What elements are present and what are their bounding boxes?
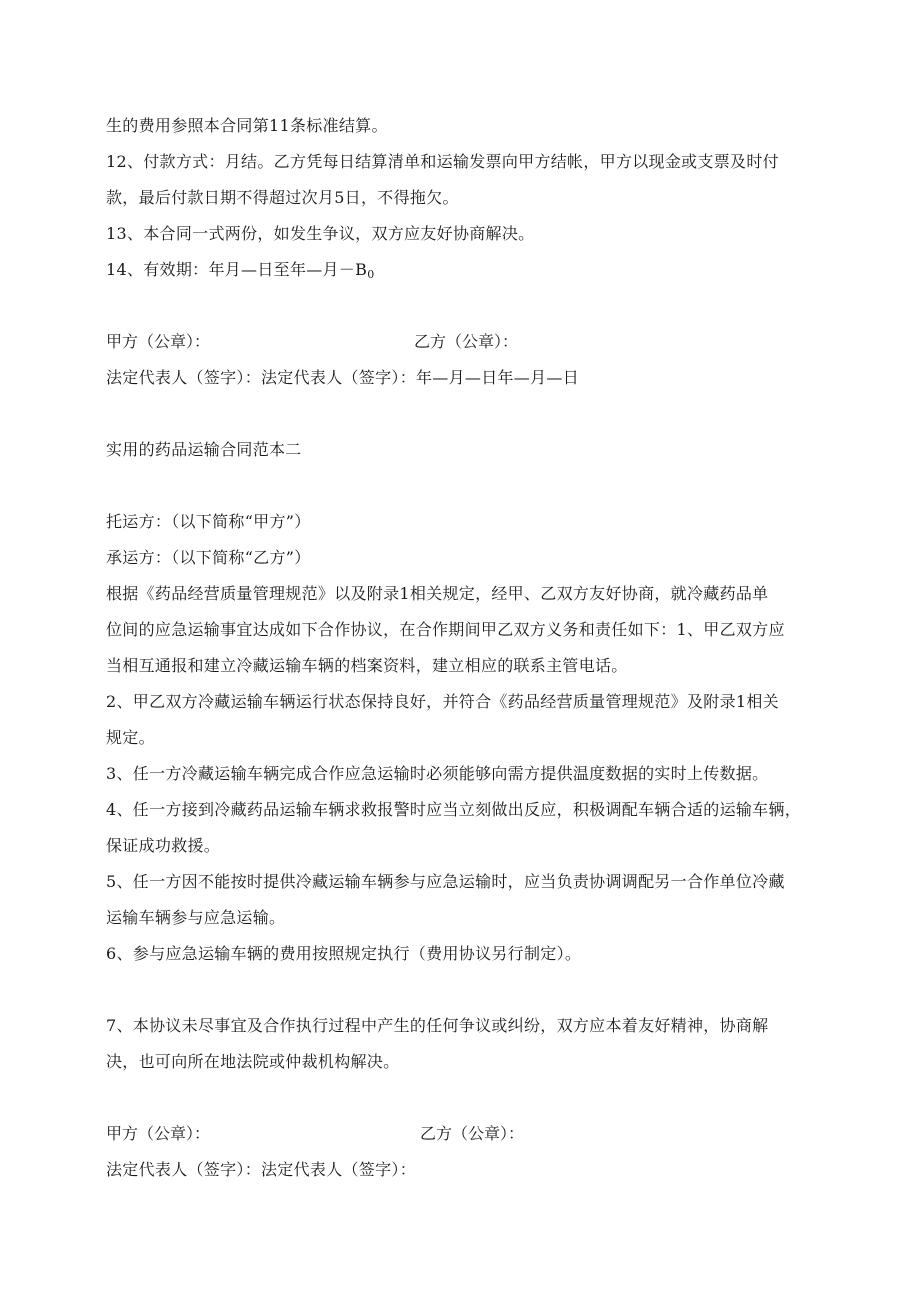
paragraph-line: 保证成功救援。 [106, 836, 221, 855]
party-a-seal-label: 甲方（公章）： [106, 1124, 211, 1143]
paragraph-line: 5、任一方因不能按时提供冷藏运输车辆参与应急运输时，应当负责协调调配另一合作单位冷藏 [106, 872, 785, 891]
paragraph-line: 6、参与应急运输车辆的费用按照规定执行（费用协议另行制定）。 [106, 944, 582, 963]
legal-representatives-line: 法定代表人（签字）：法定代表人（签字）：年—月—日年—月—日 [106, 368, 580, 387]
paragraph-line: 款，最后付款日期不得超过次月5日，不得拖欠。 [106, 188, 459, 207]
validity-text: 14、有效期：年月—日至年—月－B [106, 260, 368, 279]
validity-clause [106, 260, 375, 285]
carrier-line: 承运方：（以下简称“乙方”） [106, 548, 311, 567]
paragraph-line: 13、本合同一式两份，如发生争议，双方应友好协商解决。 [106, 224, 535, 243]
validity-subscript: 0 [367, 268, 375, 281]
paragraph-line: 4、任一方接到冷藏药品运输车辆求救报警时应当立刻做出反应，积极调配车辆合适的运输车辆， [106, 800, 802, 819]
paragraph-line: 位间的应急运输事宜达成如下合作协议，在合作期间甲乙双方义务和责任如下：1、甲乙双方应 [106, 620, 785, 639]
paragraph-line: 运输车辆参与应急运输。 [106, 908, 286, 927]
paragraph-line: 2、甲乙双方冷藏运输车辆运行状态保持良好，并符合《药品经营质量管理规范》及附录1相关 [106, 692, 779, 711]
consigner-line: 托运方：（以下简称“甲方”） [106, 512, 311, 531]
section-title: 实用的药品运输合同范本二 [106, 440, 302, 459]
paragraph-line: 决，也可向所在地法院或仲裁机构解决。 [106, 1052, 400, 1071]
paragraph-line: 规定。 [106, 728, 155, 747]
party-a-seal-label: 甲方（公章）： [106, 332, 211, 351]
party-b-seal-label: 乙方（公章）： [414, 332, 519, 351]
paragraph-line: 12、付款方式：月结。乙方凭每日结算清单和运输发票向甲方结帐，甲方以现金或支票及时付 [106, 152, 779, 171]
legal-representatives-line: 法定代表人（签字）：法定代表人（签字）： [106, 1160, 417, 1179]
party-b-seal-label: 乙方（公章）： [420, 1124, 525, 1143]
paragraph-line: 生的费用参照本合同第11条标准结算。 [106, 116, 388, 135]
paragraph-line: 根据《药品经营质量管理规范》以及附录1相关规定，经甲、乙双方友好协商，就冷藏药品单 [106, 584, 769, 603]
paragraph-line: 7、本协议未尽事宜及合作执行过程中产生的任何争议或纠纷，双方应本着友好精神，协商解 [106, 1016, 769, 1035]
paragraph-line: 3、任一方冷藏运输车辆完成合作应急运输时必须能够向需方提供温度数据的实时上传数据。 [106, 764, 769, 783]
paragraph-line: 当相互通报和建立冷藏运输车辆的档案资料，建立相应的联系主管电话。 [106, 656, 628, 675]
